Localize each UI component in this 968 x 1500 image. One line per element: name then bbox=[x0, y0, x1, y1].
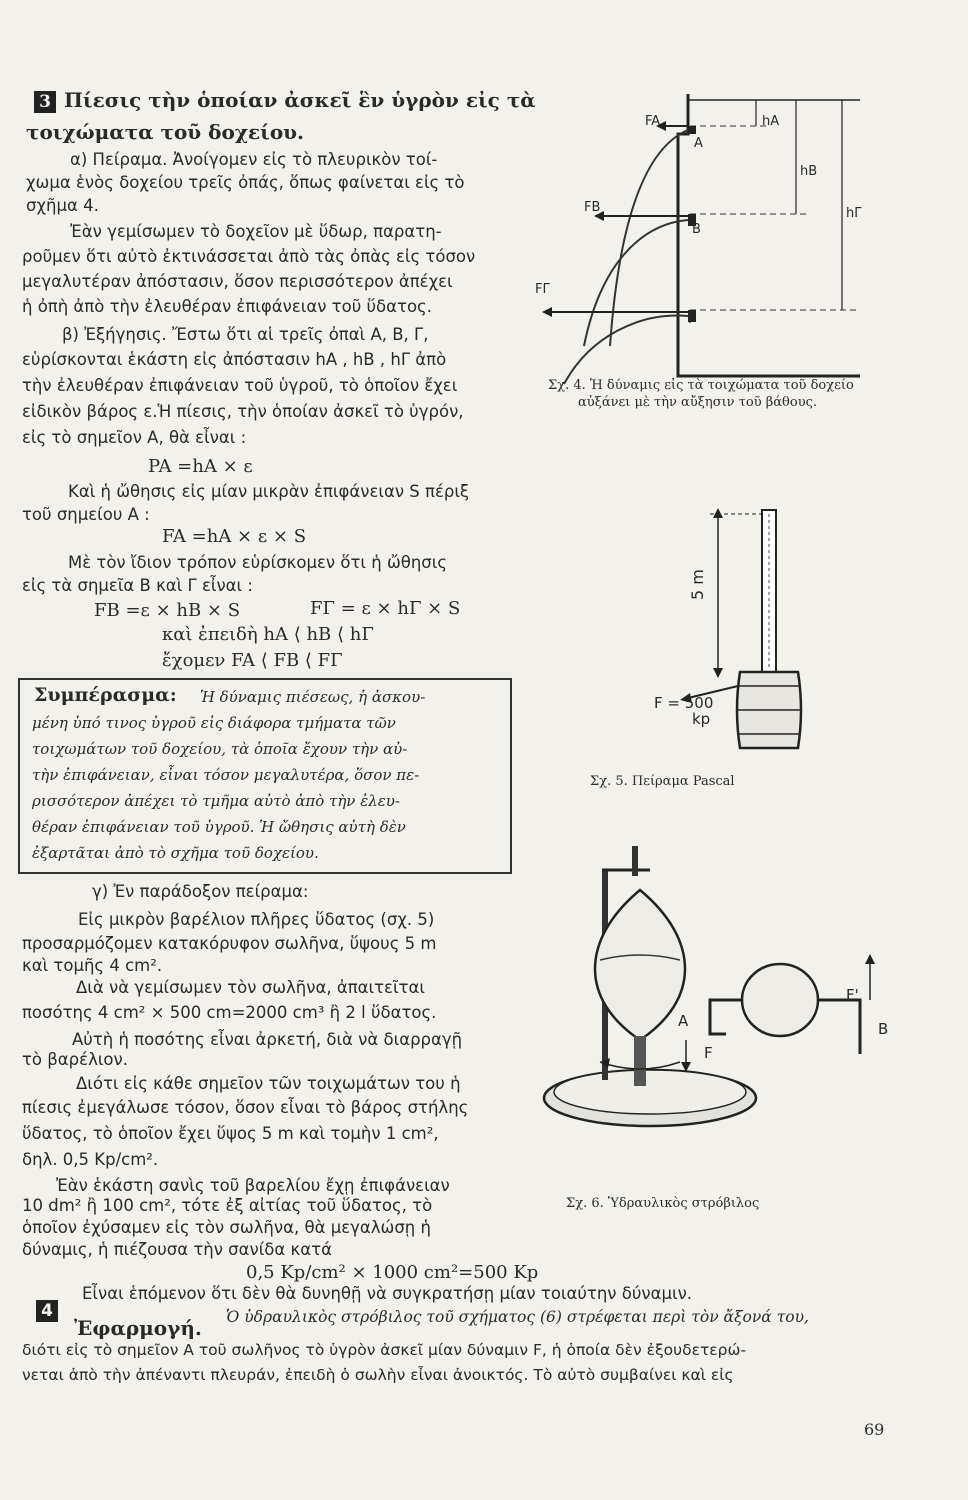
body-line: Μὲ τὸν ἴδιον τρόπον εὑρίσκομεν ὅτι ἡ ὤθησις bbox=[68, 553, 448, 572]
conclusion-line: ρισσότερον ἀπέχει τὸ τμῆμα αὐτὸ ἀπὸ τὴν ἐλευ- bbox=[32, 792, 400, 810]
fig4-label-a: A bbox=[694, 136, 703, 151]
body-line: ποσότης 4 cm² × 500 cm=2000 cm³ ἢ 2 l ὕδατος. bbox=[22, 1003, 437, 1022]
paradox-heading: γ) Ἐν παράδοξον πείραμα: bbox=[92, 882, 309, 901]
fig5-caption: Σχ. 5. Πείραμα Pascal bbox=[590, 774, 735, 789]
body-line: Καὶ ἡ ὤθησις εἰς μίαν μικρὰν ἐπιφάνειαν S πέριξ bbox=[68, 482, 470, 501]
fig6-caption: Σχ. 6. Ὑδραυλικὸς στρόβιλος bbox=[566, 1196, 760, 1211]
body-line: 10 dm² ἢ 100 cm², τότε ἐξ αἰτίας τοῦ ὕδατος, τὸ bbox=[22, 1196, 433, 1215]
section-4-line: διότι εἰς τὸ σημεῖον Α τοῦ σωλῆνος τὸ ὑγρὸν ἀσκεῖ μίαν δύναμιν F, ἡ ὁποία δὲν ἐξουδετερώ- bbox=[22, 1341, 747, 1359]
page-number: 69 bbox=[864, 1420, 885, 1439]
body-line: Εἰς μικρὸν βαρέλιον πλῆρες ὕδατος (σχ. 5) bbox=[78, 910, 435, 929]
body-line: προσαρμόζομεν κατακόρυφον σωλῆνα, ὕψους 5 m bbox=[22, 934, 437, 953]
body-line: Εἶναι ἑπόμενον ὅτι δὲν θὰ δυνηθῇ νὰ συγκρατήσῃ μίαν τοιαύτην δύναμιν. bbox=[82, 1284, 693, 1303]
formula-kp: 0,5 Kp/cm² × 1000 cm²=500 Kp bbox=[246, 1262, 539, 1283]
conclusion-line: ἐξαρτᾶται ἀπὸ τὸ σχῆμα τοῦ δοχείου. bbox=[32, 844, 319, 862]
body-line: Διὰ νὰ γεμίσωμεν τὸν σωλῆνα, ἀπαιτεῖται bbox=[76, 978, 425, 997]
section-number-badge: 4 bbox=[36, 1300, 58, 1322]
body-line: Ἐὰν ἑκάστη σανὶς τοῦ βαρελίου ἔχῃ ἐπιφάνειαν bbox=[56, 1176, 450, 1195]
figure-5-pascal-barrel bbox=[640, 500, 840, 760]
body-line: εἰδικὸν βάρος ε.Ἡ πίεσις, τὴν ὁποίαν ἀσκεῖ τὸ ὑγρόν, bbox=[22, 402, 464, 421]
fig6-label-f-prime: F' bbox=[846, 986, 859, 1004]
fig4-label-hg: hΓ bbox=[846, 206, 862, 221]
section-4-badge bbox=[36, 1300, 66, 1322]
body-line: Αὐτὴ ἡ ποσότης εἶναι ἀρκετή, διὰ νὰ διαρραγῇ bbox=[72, 1030, 463, 1049]
formula-pa: PA =hA × ε bbox=[148, 456, 253, 477]
fig6-label-b: B bbox=[878, 1020, 889, 1038]
body-line: τὴν ἐλευθέραν ἐπιφάνειαν τοῦ ὑγροῦ, τὸ ὁποῖον ἔχει bbox=[22, 376, 458, 395]
fig4-label-hb: hB bbox=[800, 164, 818, 179]
fig6-label-f: F bbox=[704, 1044, 713, 1062]
section-title-line2: τοιχώματα τοῦ δοχείου. bbox=[26, 120, 304, 144]
section-number-badge: 3 bbox=[34, 91, 56, 113]
fig4-label-fg: FΓ bbox=[535, 282, 550, 297]
body-line: Διότι εἰς κάθε σημεῖον τῶν τοιχωμάτων του ἡ bbox=[76, 1074, 461, 1093]
body-line: χωμα ἑνὸς δοχείου τρεῖς ὀπάς, ὅπως φαίνεται εἰς τὸ bbox=[26, 173, 465, 192]
fig4-label-fa: FA bbox=[645, 114, 661, 129]
formula-fb: FB =ε × hB × S bbox=[94, 600, 241, 621]
body-line: α) Πείραμα. Ἀνοίγομεν εἰς τὸ πλευρικὸν τοί- bbox=[70, 150, 438, 169]
fig4-label-g: Γ bbox=[688, 312, 696, 327]
fig5-height-label: 5 m bbox=[688, 569, 707, 600]
body-line: τοῦ σημείου Α : bbox=[22, 505, 150, 524]
body-line: δηλ. 0,5 Kp/cm². bbox=[22, 1150, 159, 1169]
body-line: ροῦμεν ὅτι αὐτὸ ἐκτινάσσεται ἀπὸ τὰς ὀπὰς εἰς τόσον bbox=[22, 247, 476, 266]
section-4-line: νεται ἀπὸ τὴν ἀπέναντι πλευράν, ἐπειδὴ ὁ σωλὴν εἶναι ἀνοικτός. Τὸ αὐτὸ συμβαίνει καὶ εἰς bbox=[22, 1366, 734, 1384]
body-line: ὕδατος, τὸ ὁποῖον ἔχει ὕψος 5 m καὶ τομὴν 1 cm², bbox=[22, 1124, 439, 1143]
fig5-force-label2: kp bbox=[692, 710, 711, 728]
body-line: μεγαλυτέραν ἀπόστασιν, ὅσον περισσότερον ἀπέχει bbox=[22, 272, 453, 291]
conclusion-line: Ἡ δύναμις πιέσεως, ἡ ἀσκου- bbox=[200, 688, 426, 706]
body-line: σχῆμα 4. bbox=[26, 196, 99, 215]
formula-fa: FA =hA × ε × S bbox=[162, 526, 307, 547]
formula-fg: FΓ = ε × hΓ × S bbox=[310, 598, 461, 619]
section-3-heading bbox=[34, 88, 536, 113]
body-line: β) Ἐξήγησις. Ἔστω ὅτι αἱ τρεῖς ὀπαὶ Α, Β, Γ, bbox=[62, 325, 429, 344]
body-line: δύναμις, ἡ πιέζουσα τὴν σανίδα κατά bbox=[22, 1240, 332, 1259]
conclusion-line: τοιχωμάτων τοῦ δοχείου, τὰ ὁποῖα ἔχουν τὴν αὐ- bbox=[32, 740, 408, 758]
formula-have: ἔχομεν FA ⟨ FB ⟨ FΓ bbox=[162, 650, 343, 671]
formula-since: καὶ ἐπειδὴ hA ⟨ hB ⟨ hΓ bbox=[162, 624, 374, 645]
section-title-line1: Πίεσις τὴν ὁποίαν ἀσκεῖ ἓν ὑγρὸν εἰς τὰ bbox=[64, 88, 536, 112]
section-4-line: Ὁ ὑδραυλικὸς στρόβιλος τοῦ σχήματος (6) στρέφεται περὶ τὸν ἄξονά του, bbox=[226, 1308, 809, 1326]
body-line: τὸ βαρέλιον. bbox=[22, 1050, 128, 1069]
body-line: εἰς τὰ σημεῖα Β καὶ Γ εἶναι : bbox=[22, 576, 253, 595]
fig5-force-label1: F = 500 bbox=[654, 694, 714, 712]
body-line: ὁποῖον ἐχύσαμεν εἰς τὸν σωλῆνα, θὰ μεγαλώσῃ ἡ bbox=[22, 1218, 431, 1237]
conclusion-line: μένη ὑπό τινος ὑγροῦ εἰς διάφορα τμήματα τῶν bbox=[32, 714, 396, 732]
conclusion-line: θέραν ἐπιφάνειαν τοῦ ὑγροῦ. Ἡ ὤθησις αὐτὴ δὲν bbox=[32, 818, 406, 836]
body-line: καὶ τομῆς 4 cm². bbox=[22, 956, 163, 975]
fig4-label-fb: FB bbox=[584, 200, 601, 215]
body-line: εὑρίσκονται ἑκάστη εἰς ἀπόστασιν hA , hB , hΓ ἀπὸ bbox=[22, 350, 447, 369]
fig4-caption-line1: Σχ. 4. Ἡ δύναμις εἰς τὰ τοιχώματα τοῦ δοχείο bbox=[548, 378, 854, 393]
body-line: ἡ ὀπὴ ἀπὸ τὴν ἐλευθέραν ἐπιφάνειαν τοῦ ὕδατος. bbox=[22, 297, 432, 316]
body-line: πίεσις ἐμεγάλωσε τόσον, ὅσον εἶναι τὸ βάρος στήλης bbox=[22, 1098, 469, 1117]
conclusion-line: τὴν ἐπιφάνειαν, εἶναι τόσον μεγαλυτέρα, ὅσον πε- bbox=[32, 766, 420, 784]
conclusion-label: Συμπέρασμα: bbox=[34, 684, 177, 706]
fig4-caption-line2: αὐξάνει μὲ τὴν αὔξησιν τοῦ βάθους. bbox=[578, 395, 818, 410]
section-4-title: Ἐφαρμογή. bbox=[74, 1316, 202, 1340]
fig4-label-b: B bbox=[692, 222, 701, 237]
body-line: εἰς τὸ σημεῖον Α, θὰ εἶναι : bbox=[22, 428, 247, 447]
body-line: Ἐὰν γεμίσωμεν τὸ δοχεῖον μὲ ὕδωρ, παρατη- bbox=[70, 222, 442, 241]
fig6-label-a: A bbox=[678, 1012, 689, 1030]
fig4-label-ha: hA bbox=[762, 114, 780, 129]
